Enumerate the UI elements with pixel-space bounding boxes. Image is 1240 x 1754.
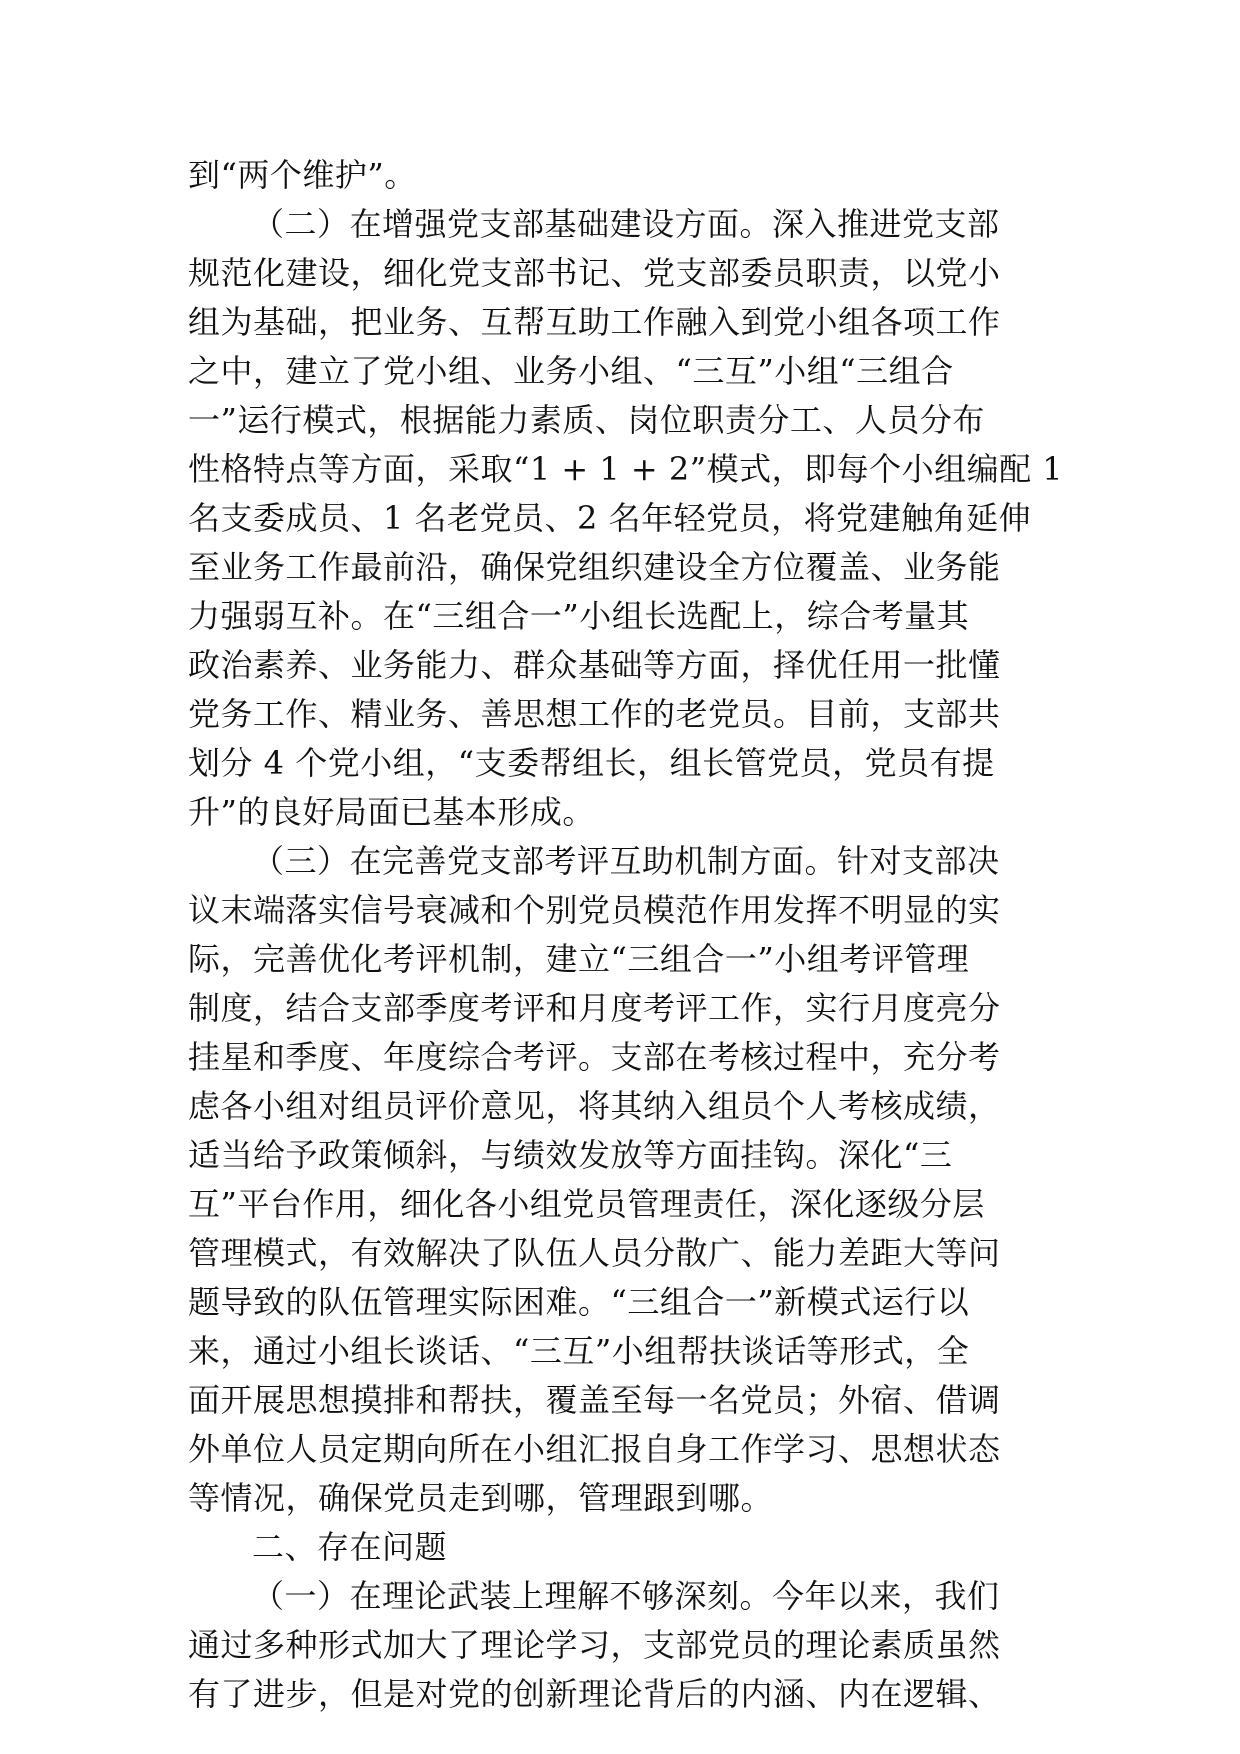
text-line: 划分 4 个党小组，“支委帮组长，组长管党员，党员有提 <box>188 744 995 782</box>
paragraph-heading-3: （三）在完善党支部考评互助机制方面。针对支部决 <box>252 842 1000 880</box>
text-line: 管理模式，有效解决了队伍人员分散广、能力差距大等问 <box>188 1234 1001 1272</box>
text-line: 性格特点等方面，采取“1 + 1 + 2”模式，即每个小组编配 1 <box>188 450 1064 488</box>
text-line: 通过多种形式加大了理论学习，支部党员的理论素质虽然 <box>188 1626 1001 1664</box>
text-line: 适当给予政策倾斜，与绩效发放等方面挂钩。深化“三 <box>188 1136 953 1174</box>
text-line: 升”的良好局面已基本形成。 <box>188 793 595 831</box>
text-line: 力强弱互补。在“三组合一”小组长选配上，综合考量其 <box>188 597 970 635</box>
text-line: 组为基础，把业务、互帮互助工作融入到党小组各项工作 <box>188 303 1001 341</box>
text-line: 际，完善优化考评机制，建立“三组合一”小组考评管理 <box>188 940 970 978</box>
text-line: 议末端落实信号衰减和个别党员模范作用发挥不明显的实 <box>188 891 1001 929</box>
text-line: 来，通过小组长谈话、“三互”小组帮扶谈话等形式，全 <box>188 1332 970 1370</box>
text-line: 互”平台作用，细化各小组党员管理责任，深化逐级分层 <box>188 1185 985 1223</box>
text-line: 一”运行模式，根据能力素质、岗位职责分工、人员分布 <box>188 401 985 439</box>
text-line: 名支委成员、1 名老党员、2 名年轻党员，将党建触角延伸 <box>188 499 1032 537</box>
text-line: 规范化建设，细化党支部书记、党支部委员职责，以党小 <box>188 254 1001 292</box>
section-heading: 二、存在问题 <box>252 1528 448 1566</box>
body-text <box>188 151 1064 1719</box>
text-line: 之中，建立了党小组、业务小组、“三互”小组“三组合 <box>188 352 954 390</box>
text-line: 面开展思想摸排和帮扶，覆盖至每一名党员；外宿、借调 <box>188 1381 1001 1419</box>
text-line: 题导致的队伍管理实际困难。“三组合一”新模式运行以 <box>188 1283 970 1321</box>
text-line: 制度，结合支部季度考评和月度考评工作，实行月度亮分 <box>188 989 1001 1027</box>
text-line: 虑各小组对组员评价意见，将其纳入组员个人考核成绩， <box>188 1087 1001 1125</box>
text-line: 至业务工作最前沿，确保党组织建设全方位覆盖、业务能 <box>188 548 1001 586</box>
paragraph-heading-1: （一）在理论武装上理解不够深刻。今年以来，我们 <box>252 1577 1000 1615</box>
text-line: 政治素养、业务能力、群众基础等方面，择优任用一批懂 <box>188 646 1001 684</box>
text-line: 有了进步，但是对党的创新理论背后的内涵、内在逻辑、 <box>188 1675 1001 1713</box>
text-line: 等情况，确保党员走到哪，管理跟到哪。 <box>188 1479 774 1517</box>
text-line: 挂星和季度、年度综合考评。支部在考核过程中，充分考 <box>188 1038 1001 1076</box>
text-line: 外单位人员定期向所在小组汇报自身工作学习、思想状态 <box>188 1430 1001 1468</box>
text-line: 党务工作、精业务、善思想工作的老党员。目前，支部共 <box>188 695 1001 733</box>
paragraph-heading-2: （二）在增强党支部基础建设方面。深入推进党支部 <box>252 205 1000 243</box>
text-line: 到“两个维护”。 <box>188 156 417 194</box>
